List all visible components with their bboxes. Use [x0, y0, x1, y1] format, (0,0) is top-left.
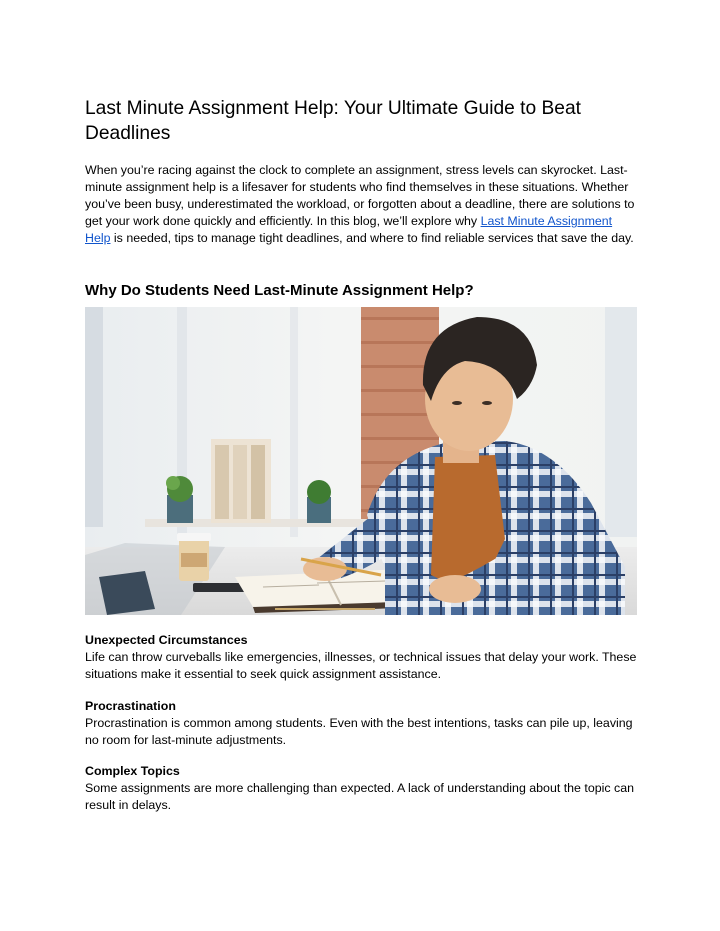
reason-heading: Procrastination: [85, 699, 176, 713]
last-minute-assignment-help-link[interactable]: Last Minute Assignment Help: [85, 214, 613, 245]
reason-complex-topics: [85, 763, 637, 814]
reason-body: Procrastination is common among students. Even with the best intentions, tasks can pile up, leaving no room for last-minute adjustments.: [85, 716, 633, 747]
page-title: Last Minute Assignment Help: Your Ultimate Guide to Beat Deadlines: [85, 98, 581, 144]
reason-body: Life can throw curveballs like emergencies, illnesses, or technical issues that delay your work. These situations make it essential to seek quick assignment assistance.: [85, 650, 637, 681]
reason-unexpected-circumstances: [85, 632, 637, 683]
reason-procrastination: [85, 698, 637, 749]
intro-paragraph: [85, 162, 637, 247]
reason-body: Some assignments are more challenging than expected. A lack of understanding about the topic can result in delays.: [85, 781, 634, 812]
reason-heading: Complex Topics: [85, 764, 180, 778]
section-heading: Why Do Students Need Last-Minute Assignment Help?: [85, 282, 474, 299]
student-studying-photo: [85, 307, 637, 615]
intro-text-start: When you’re racing against the clock to complete an assignment, stress levels can skyrocket. Last-minute assignment help is a lifesaver for students who find themselves in these situations. Whether you’ve been busy, underestimated the workload, or forgotten about a deadline, there are solutions to get your work done quickly and efficiently. In this blog, we’ll explore why: [85, 163, 635, 228]
intro-text-end: is needed, tips to manage tight deadlines, and where to find reliable services that save the day.: [110, 231, 634, 245]
reason-heading: Unexpected Circumstances: [85, 633, 248, 647]
